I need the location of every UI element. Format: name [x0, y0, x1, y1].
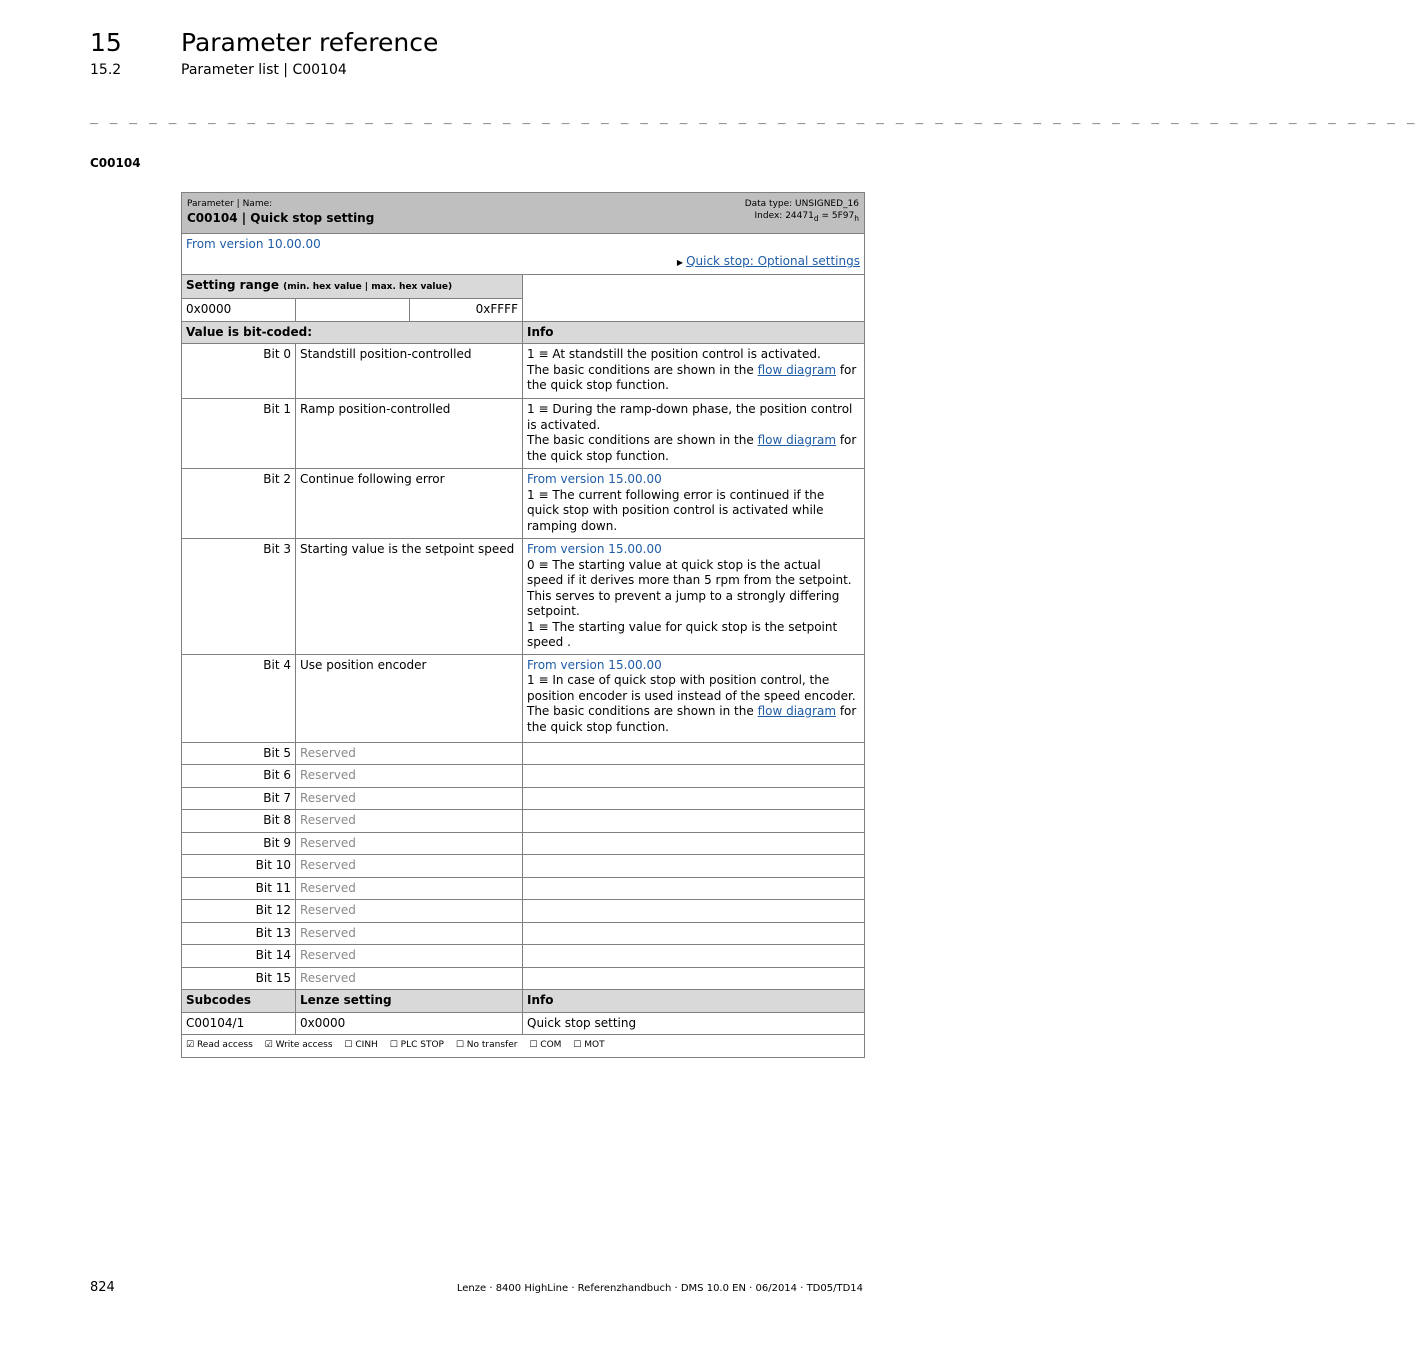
- lenze-setting-header: Lenze setting: [296, 990, 523, 1013]
- bit-info: [523, 399, 865, 469]
- unchecked-box-icon: ☐: [389, 1040, 398, 1050]
- bit-version: From version 15.00.00: [527, 657, 662, 672]
- index-hex: = 5F97: [818, 211, 855, 221]
- code-heading: C00104: [90, 156, 141, 170]
- flag-label: MOT: [584, 1040, 605, 1050]
- bit-name: Continue following error: [296, 469, 523, 539]
- bit-header-row: [182, 321, 865, 344]
- checked-box-icon: ☑: [186, 1040, 195, 1050]
- reserved-bit-row: [182, 900, 865, 923]
- bit-reserved: Reserved: [296, 967, 523, 990]
- range-middle: [296, 299, 410, 322]
- parameter-header-row: [182, 193, 865, 234]
- index-decimal: Index: 24471: [754, 211, 814, 221]
- bit-info: [523, 967, 865, 990]
- bit-info: [523, 922, 865, 945]
- parameter-name-block: [187, 198, 374, 227]
- bit-info: [523, 877, 865, 900]
- bit-number: Bit 12: [182, 900, 296, 923]
- bit-number: Bit 9: [182, 832, 296, 855]
- bit-reserved: Reserved: [296, 832, 523, 855]
- reserved-bit-row: [182, 810, 865, 833]
- flag-label: Read access: [196, 1040, 253, 1050]
- bit-number: Bit 5: [182, 742, 296, 765]
- setting-range-title: Setting range: [186, 277, 279, 292]
- flag-com: [529, 1040, 561, 1050]
- dashed-separator: _ _ _ _ _ _ _ _ _ _ _ _ _ _ _ _ _ _ _ _ _ _ _ _ _ _ _ _ _ _ _ _ _ _ _ _ _ _ _ _ _ _ _ _ _ _ _ _ _ _ _ _ _ _ _ _ _ _ _ _ _ _ _ _ _ _ _ _: [90, 110, 1417, 125]
- bit-number: Bit 0: [182, 344, 296, 399]
- info-text: for the quick stop function.: [527, 704, 857, 734]
- chapter-title: Parameter reference: [181, 28, 439, 57]
- info-text: The basic conditions are shown in the: [527, 362, 758, 377]
- flag-label: CINH: [355, 1040, 378, 1050]
- reserved-bit-row: [182, 765, 865, 788]
- bit-info: [523, 654, 865, 742]
- bit-number: Bit 8: [182, 810, 296, 833]
- info-text: for the quick stop function.: [527, 433, 857, 463]
- reserved-bit-row: [182, 787, 865, 810]
- bit-info: [523, 469, 865, 539]
- quick-stop-link-line: [186, 254, 860, 271]
- from-version: From version 10.00.00: [186, 236, 321, 251]
- bit-info-line: 1 ≡ In case of quick stop with position control, the position encoder is used instead of the speed encoder.: [527, 673, 856, 703]
- info-text: The basic conditions are shown in the: [527, 704, 758, 718]
- bit-name: Use position encoder: [296, 654, 523, 742]
- bit-info: [523, 344, 865, 399]
- quick-stop-link[interactable]: Quick stop: Optional settings: [686, 254, 860, 268]
- flag-write-access: [265, 1040, 333, 1050]
- subcode-info-header: Info: [523, 990, 865, 1013]
- parameter-index: [745, 210, 859, 225]
- data-type: Data type: UNSIGNED_16: [744, 199, 859, 209]
- flag-label: COM: [540, 1040, 562, 1050]
- reserved-bit-row: [182, 945, 865, 968]
- bit-info-line: 1 ≡ At standstill the position control is activated.: [527, 347, 821, 361]
- bit-info: [523, 945, 865, 968]
- index-sub-d: d: [813, 213, 819, 223]
- bit-name: Ramp position-controlled: [296, 399, 523, 469]
- flag-label: No transfer: [466, 1040, 518, 1050]
- chapter-number: 15: [90, 28, 122, 57]
- reserved-bit-row: [182, 832, 865, 855]
- bit-number: Bit 3: [182, 539, 296, 655]
- unchecked-box-icon: ☐: [455, 1040, 464, 1050]
- parameter-table: [181, 192, 865, 1058]
- bit-name: Standstill position-controlled: [296, 344, 523, 399]
- bit-info-line: [527, 363, 860, 394]
- bit-info-line: 0 ≡ The starting value at quick stop is the actual speed if it derives more than 5 rpm from the setpoint. This serves to prevent a jump to a strongly differing setpoint.: [527, 557, 852, 618]
- flag-plc-stop: [390, 1040, 444, 1050]
- bit-info: [523, 539, 865, 655]
- bit-version: From version 15.00.00: [527, 472, 662, 486]
- flow-diagram-link[interactable]: flow diagram: [757, 362, 837, 377]
- bit-number: Bit 11: [182, 877, 296, 900]
- setting-range-subtitle: (min. hex value | max. hex value): [283, 281, 453, 292]
- flag-no-transfer: [456, 1040, 518, 1050]
- flag-label: PLC STOP: [400, 1040, 444, 1050]
- parameter-header: [182, 193, 865, 234]
- flag-cinh: [344, 1040, 377, 1050]
- bit-info-line: [527, 433, 860, 464]
- bit-info: [523, 787, 865, 810]
- bit-number: Bit 13: [182, 922, 296, 945]
- bit-version: From version 15.00.00: [527, 542, 662, 556]
- bit-reserved: Reserved: [296, 765, 523, 788]
- bit-row: [182, 399, 865, 469]
- subcode-row: [182, 1012, 865, 1035]
- reserved-bit-row: [182, 967, 865, 990]
- bit-info-line: 1 ≡ The current following error is continued if the quick stop with position control is activated while ramping down.: [527, 487, 825, 533]
- bit-reserved: Reserved: [296, 810, 523, 833]
- bit-reserved: Reserved: [296, 877, 523, 900]
- flag-mot: [573, 1040, 604, 1050]
- range-max: 0xFFFF: [410, 299, 523, 322]
- bit-info: [523, 810, 865, 833]
- bit-row: [182, 654, 865, 742]
- bit-row: [182, 344, 865, 399]
- subcode-info: Quick stop setting: [523, 1012, 865, 1035]
- bit-name: Starting value is the setpoint speed: [296, 539, 523, 655]
- subcodes-header: Subcodes: [182, 990, 296, 1013]
- footer-reference: Lenze · 8400 HighLine · Referenzhandbuch · DMS 10.0 EN · 06/2014 · TD05/TD14: [456, 1283, 863, 1294]
- triangle-right-icon: ▶: [676, 258, 684, 267]
- parameter-type-block: [745, 198, 859, 225]
- range-min: 0x0000: [182, 299, 296, 322]
- info-text: for the quick stop function.: [527, 362, 857, 392]
- bit-coded-header: Value is bit-coded:: [182, 321, 523, 344]
- bit-row: [182, 469, 865, 539]
- bit-reserved: Reserved: [296, 945, 523, 968]
- bit-info-line: 1 ≡ During the ramp-down phase, the position control is activated.: [527, 402, 853, 432]
- section-number: 15.2: [90, 62, 122, 78]
- subcodes-header-row: [182, 990, 865, 1013]
- bit-info: [523, 855, 865, 878]
- bit-number: Bit 1: [182, 399, 296, 469]
- bit-number: Bit 2: [182, 469, 296, 539]
- setting-range-title-cell: [182, 274, 523, 299]
- version-cell: [182, 233, 865, 274]
- bit-number: Bit 6: [182, 765, 296, 788]
- bit-number: Bit 10: [182, 855, 296, 878]
- version-row: [182, 233, 865, 274]
- parameter-name-label: Parameter | Name:: [187, 199, 273, 209]
- bit-info: [523, 765, 865, 788]
- bit-info-header: Info: [523, 321, 865, 344]
- bit-reserved: Reserved: [296, 855, 523, 878]
- flow-diagram-link[interactable]: flow diagram: [757, 433, 837, 447]
- parameter-code-name: C00104 | Quick stop setting: [187, 211, 375, 225]
- bit-number: Bit 14: [182, 945, 296, 968]
- bit-number: Bit 7: [182, 787, 296, 810]
- unchecked-box-icon: ☐: [573, 1040, 582, 1050]
- bit-reserved: Reserved: [296, 922, 523, 945]
- access-flags-row: [182, 1035, 865, 1058]
- bit-info-line: [527, 704, 860, 735]
- subcode-lenze-setting: 0x0000: [296, 1012, 523, 1035]
- unchecked-box-icon: ☐: [529, 1040, 538, 1050]
- index-sub-h: h: [854, 213, 859, 223]
- bit-row: [182, 539, 865, 655]
- bit-info: [523, 742, 865, 765]
- bit-number: Bit 4: [182, 654, 296, 742]
- reserved-bit-row: [182, 877, 865, 900]
- bit-info-line: 1 ≡ The starting value for quick stop is the setpoint speed .: [527, 619, 838, 649]
- reserved-bit-row: [182, 742, 865, 765]
- flow-diagram-link[interactable]: flow diagram: [757, 704, 837, 718]
- unchecked-box-icon: ☐: [344, 1040, 353, 1050]
- setting-range-header-row: [182, 274, 865, 299]
- subcode-code: C00104/1: [182, 1012, 296, 1035]
- flag-read-access: [186, 1040, 253, 1050]
- reserved-bit-row: [182, 922, 865, 945]
- bit-reserved: Reserved: [296, 900, 523, 923]
- setting-range-blank: [523, 274, 865, 321]
- bit-reserved: Reserved: [296, 787, 523, 810]
- section-title: Parameter list | C00104: [181, 62, 347, 78]
- access-flags: [182, 1035, 865, 1058]
- page-number: 824: [90, 1280, 115, 1295]
- bit-reserved: Reserved: [296, 742, 523, 765]
- info-text: The basic conditions are shown in the: [527, 433, 758, 447]
- bit-info: [523, 832, 865, 855]
- reserved-bit-row: [182, 855, 865, 878]
- bit-number: Bit 15: [182, 967, 296, 990]
- bit-info: [523, 900, 865, 923]
- checked-box-icon: ☑: [264, 1040, 273, 1050]
- flag-label: Write access: [275, 1040, 333, 1050]
